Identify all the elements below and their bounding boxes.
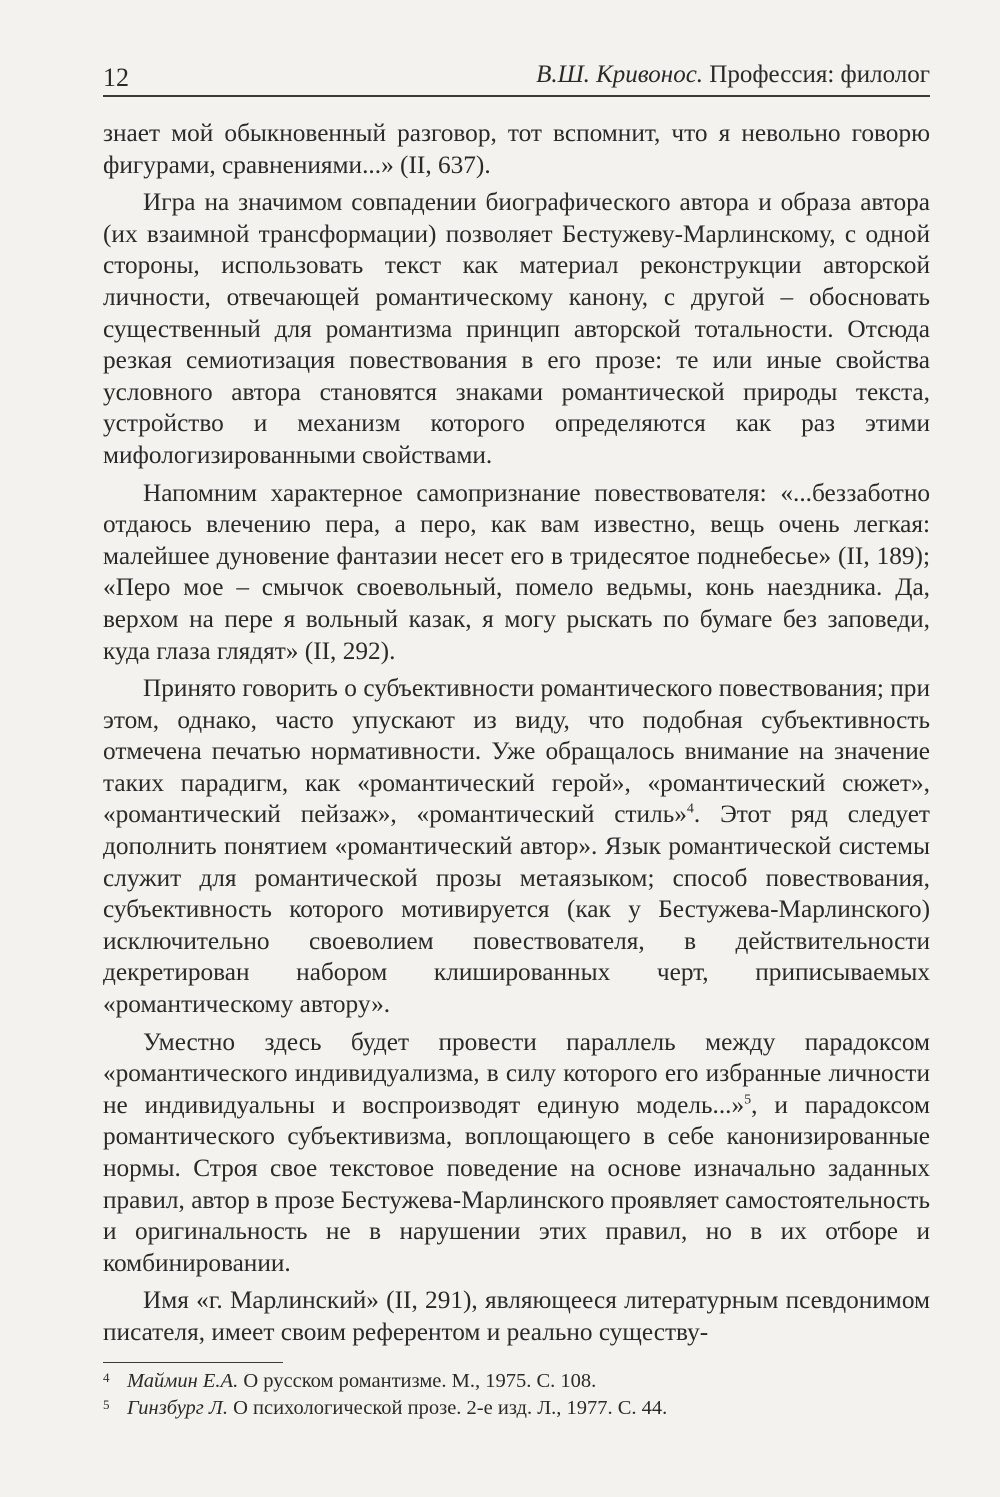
paragraph-text: Принято говорить о субъективности романтического повествования; при этом, однако, часто упускают из виду, что подобная субъективность отмечена печатью нормативности. Уже обращалось внимание на значение таких парадигм, как «романтический герой», «романтический сюжет», «романтический пейзаж», «романтический стиль»	[103, 674, 930, 829]
running-head-author: В.Ш. Кривонос.	[536, 61, 704, 88]
body-text	[103, 118, 930, 1355]
footnotes	[103, 1368, 930, 1422]
page-number: 12	[103, 63, 129, 92]
footnote-text: О русском романтизме. М., 1975. С. 108.	[238, 1370, 597, 1392]
footnote	[103, 1368, 930, 1395]
paragraph	[103, 1027, 930, 1280]
paragraph-text: , и парадоксом романтического субъективизма, воплощающего в себе канонизированные нормы. Строя свое текстовое поведение на основе изначально заданных правил, автор в прозе Бестужева-Марлинского проявляет самостоятельность и оригинальность не в нарушении этих правил, но в их отборе и комбинировании.	[103, 1090, 930, 1277]
paragraph: Напомним характерное самопризнание повествователя: «...беззаботно отдаюсь влечению пера, а перо, как вам известно, вещь очень легкая: малейшее дуновение фантазии несет его в тридесятое поднебесье» (II, 189); «Перо мое – смычок своевольный, помело ведьмы, конь наездника. Да, верхом на пере я вольный казак, я могу рыскать по бумаге без заповеди, куда глаза глядят» (II, 292).	[103, 478, 930, 665]
paragraph: Имя «г. Марлинский» (II, 291), являющееся литературным псевдонимом писателя, имеет своим референтом и реально существу-	[103, 1286, 930, 1346]
paragraph: знает мой обыкновенный разговор, тот вспомнит, что я невольно говорю фигурами, сравнениями...» (II, 637).	[103, 119, 930, 179]
footnote-number: 5	[103, 1397, 110, 1412]
footnote	[103, 1395, 930, 1422]
footnote-ref[interactable]: 4	[686, 802, 694, 818]
paragraph	[103, 673, 930, 1021]
footnote-ref[interactable]: 5	[744, 1092, 752, 1108]
paragraph-text: Уместно здесь будет провести параллель между парадоксом «романтического индивидуализма, в силу которого его избранные личности не индивидуальны и воспроизводят единую модель...»	[103, 1027, 930, 1119]
running-head-title: Профессия: филолог	[709, 61, 930, 88]
paragraph-text: . Этот ряд следует дополнить понятием «романтический автор». Язык романтической системы служит для романтической прозы метаязыком; способ повествования, субъективность которого мотивируется (как у Бестужева-Марлинского) исключительно своеволием повествователя, в действительности декретирован набором клишированных черт, приписываемых «романтическому автору».	[103, 800, 930, 1019]
running-head	[536, 61, 930, 89]
footnote-author: Маймин Е.А.	[127, 1370, 239, 1392]
paragraph: Игра на значимом совпадении биографического автора и образа автора (их взаимной трансформации) позволяет Бестужеву-Марлинскому, с одной стороны, использовать текст как материал реконструкции авторской личности, отвечающей романтическому канону, с другой – обосновать существенный для романтизма принцип авторской тотальности. Отсюда резкая семиотизация повествования в его прозе: те или иные свойства условного автора становятся знаками романтической природы текста, устройство и механизм которого определяются как раз этими мифологизированными свойствами.	[103, 188, 930, 469]
footnote-text: О психологической прозе. 2-е изд. Л., 1977. С. 44.	[227, 1397, 668, 1419]
page-header	[103, 55, 930, 97]
footnote-divider	[103, 1362, 283, 1363]
footnote-author: Гинзбург Л.	[127, 1397, 228, 1419]
footnote-number: 4	[103, 1370, 110, 1385]
